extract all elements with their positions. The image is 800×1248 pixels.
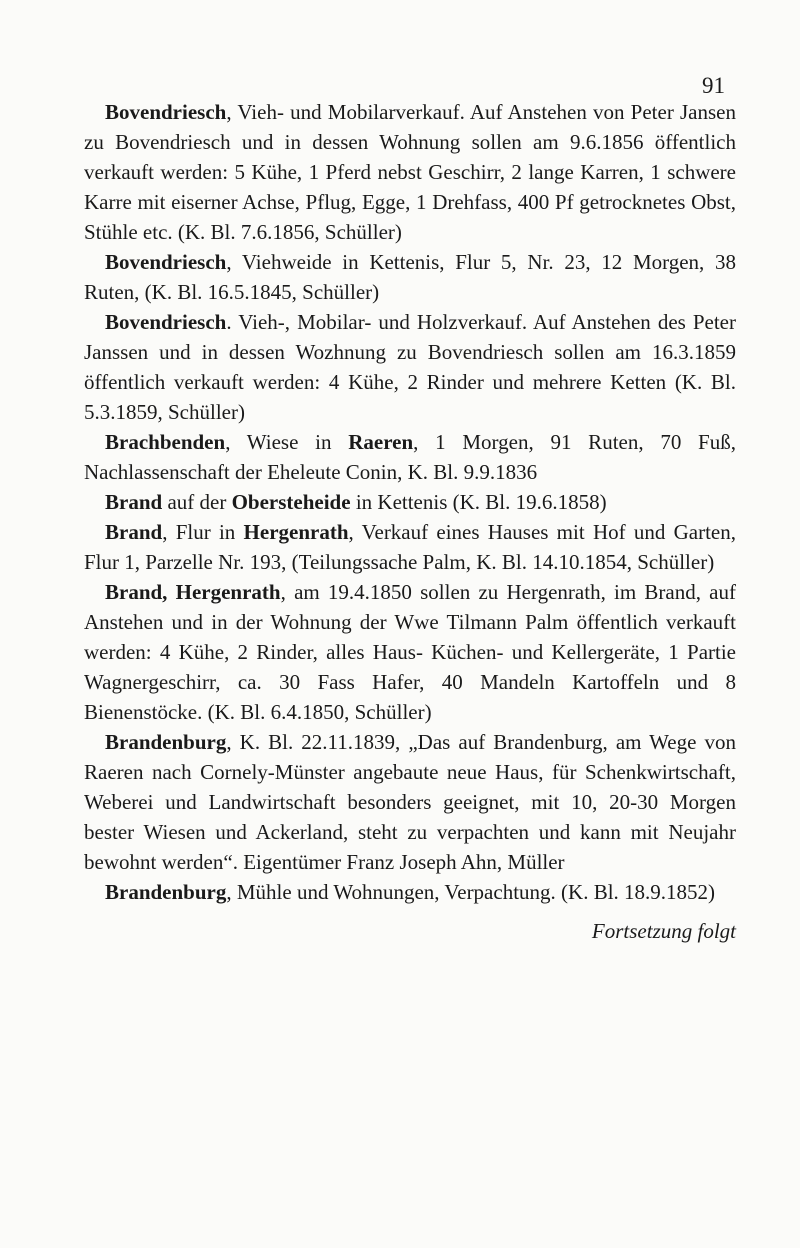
entry-place: Raeren	[348, 430, 414, 454]
entry-text: . Vieh-, Mobilar- und Holzverkauf. Auf Anstehen des Peter Janssen und in dessen Wozhnung zu Bovendriesch sollen am 16.3.1859 öffentlich verkauft werden: 4 Kühe, 2 Rinder und mehrere Ketten (K. Bl. 5.3.1859, Schüller)	[84, 310, 736, 424]
entry-text: , 1 Morgen, 91 Ruten, 70 Fuß, Nachlassenschaft der Eheleute Conin, K. Bl. 9.9.1836	[84, 430, 736, 484]
entry-text: , Wiese in	[225, 430, 349, 454]
entry-heading: Bovendriesch	[105, 310, 227, 334]
entry	[84, 877, 736, 907]
entry-heading: Brand	[105, 520, 163, 544]
entry-text: , Verkauf eines Hauses mit Hof und Garten, Flur 1, Parzelle Nr. 193, (Teilungssache Palm, K. Bl. 14.10.1854, Schüller)	[84, 520, 736, 574]
entry	[84, 517, 736, 577]
entry	[84, 307, 736, 427]
entry-text: , am 19.4.1850 sollen zu Hergenrath, im Brand, auf Anstehen und in der Wohnung der Wwe Tilmann Palm öffentlich verkauft werden: 4 Kühe, 2 Rinder, alles Haus- Küchen- und Kellergeräte, 1 Partie Wagnergeschirr, ca. 30 Fass Hafer, 40 Mandeln Kartoffeln und 8 Bienenstöcke. (K. Bl. 6.4.1850, Schüller)	[84, 580, 736, 724]
entry-text: in Kettenis (K. Bl. 19.6.1858)	[350, 490, 607, 514]
entry-heading: Brandenburg	[105, 730, 227, 754]
entry-place: Hergenrath	[243, 520, 349, 544]
entry-text: , Flur in	[162, 520, 244, 544]
entry	[84, 727, 736, 877]
entry-heading: Brachbenden	[105, 430, 226, 454]
entry-heading: Bovendriesch	[105, 100, 227, 124]
entry-text: , Vieh- und Mobilarverkauf. Auf Anstehen von Peter Jansen zu Bovendriesch und in dessen Wohnung sollen am 9.6.1856 öffentlich verkauft werden: 5 Kühe, 1 Pferd nebst Geschirr, 2 lange Karren, 1 schwere Karre mit eiserner Achse, Pflug, Egge, 1 Drehfass, 400 Pf getrocknetes Obst, Stühle etc. (K. Bl. 7.6.1856, Schüller)	[84, 100, 736, 244]
entry	[84, 97, 736, 247]
entry-heading: Brand	[105, 490, 163, 514]
entry-text: , Mühle und Wohnungen, Verpachtung. (K. Bl. 18.9.1852)	[226, 880, 716, 904]
continuation-note: Fortsetzung folgt	[591, 919, 736, 943]
entry	[84, 427, 736, 487]
entry-text: auf der	[162, 490, 232, 514]
entry-place: Obersteheide	[231, 490, 351, 514]
entry-heading: Brandenburg	[105, 880, 227, 904]
entry-heading: Bovendriesch	[105, 250, 227, 274]
document-body	[84, 97, 736, 907]
entry-text: , K. Bl. 22.11.1839, „Das auf Brandenburg, am Wege von Raeren nach Cornely-Münster angebaute neue Haus, für Schenkwirtschaft, Weberei und Landwirtschaft besonders geeignet, mit 10, 20-30 Morgen bester Wiesen und Ackerland, steht zu verpachten und kann mit Neujahr bewohnt werden“. Eigentümer Franz Joseph Ahn, Müller	[84, 730, 736, 874]
entry-text: , Viehweide in Kettenis, Flur 5, Nr. 23, 12 Morgen, 38 Ruten, (K. Bl. 16.5.1845, Schüller)	[84, 250, 736, 304]
entry	[84, 487, 736, 517]
entry-heading: Brand, Hergenrath	[105, 580, 281, 604]
entry	[84, 247, 736, 307]
page-number: 91	[702, 73, 725, 98]
entry	[84, 577, 736, 727]
